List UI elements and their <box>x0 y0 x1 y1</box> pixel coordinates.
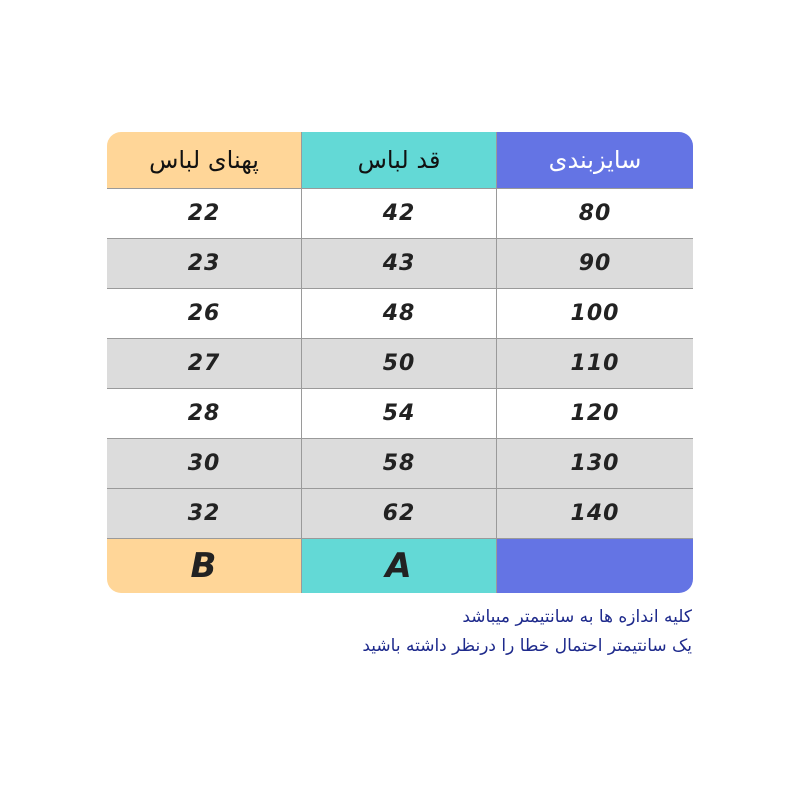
cell-length: 62 <box>302 489 497 539</box>
header-length: قد لباس <box>302 132 497 189</box>
header-width: پهنای لباس <box>107 132 302 189</box>
cell-size: 110 <box>497 339 693 389</box>
footer-length-marker: A <box>302 539 497 593</box>
cell-size: 100 <box>497 289 693 339</box>
cell-width: 22 <box>107 189 302 239</box>
cell-width: 30 <box>107 439 302 489</box>
cell-width: 28 <box>107 389 302 439</box>
size-notes <box>172 603 692 661</box>
cell-width: 26 <box>107 289 302 339</box>
cell-width: 27 <box>107 339 302 389</box>
cell-width: 32 <box>107 489 302 539</box>
cell-size: 80 <box>497 189 693 239</box>
header-size: سایزبندی <box>497 132 693 189</box>
footer-width-marker: B <box>107 539 302 593</box>
cell-length: 54 <box>302 389 497 439</box>
cell-length: 48 <box>302 289 497 339</box>
cell-length: 42 <box>302 189 497 239</box>
footer-size-blank <box>497 539 693 593</box>
cell-length: 43 <box>302 239 497 289</box>
cell-width: 23 <box>107 239 302 289</box>
cell-size: 120 <box>497 389 693 439</box>
cell-length: 50 <box>302 339 497 389</box>
note-line-units: کلیه اندازه ها به سانتیمتر میباشد <box>462 607 692 627</box>
cell-size: 90 <box>497 239 693 289</box>
note-line-tolerance: یک سانتیمتر احتمال خطا را درنظر داشته باشید <box>362 636 692 656</box>
cell-length: 58 <box>302 439 497 489</box>
cell-size: 130 <box>497 439 693 489</box>
size-chart-table <box>107 132 693 593</box>
cell-size: 140 <box>497 489 693 539</box>
